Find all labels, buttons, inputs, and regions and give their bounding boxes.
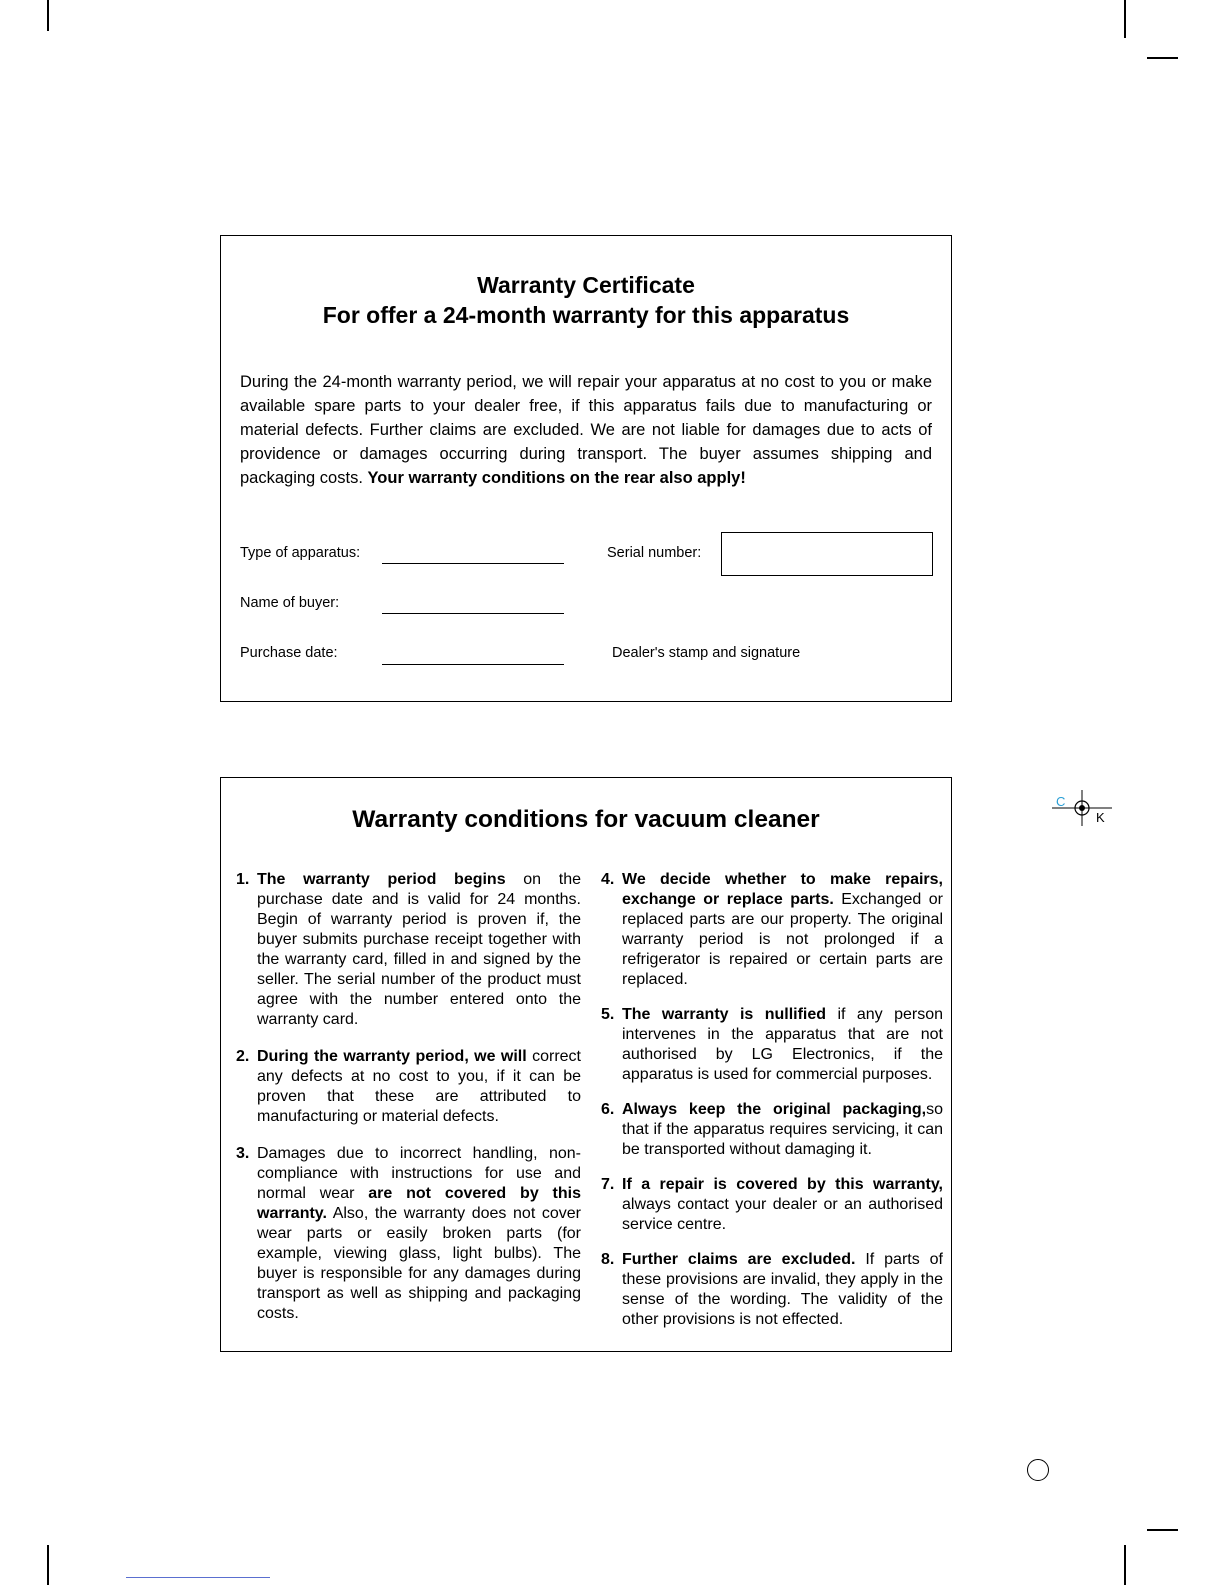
name-of-buyer-field[interactable] [382, 613, 564, 614]
conditions-title: Warranty conditions for vacuum cleaner [352, 806, 820, 833]
condition-text: Also, the warranty does not cover wear parts or easily broken parts (for example, viewing glass, light bulbs). The buyer is responsible for any damages during transport as well as shipping and packaging costs. [257, 1205, 581, 1322]
registration-mark-icon [1050, 788, 1116, 828]
purchase-date-field[interactable] [382, 664, 564, 665]
crop-mark-right-top [1147, 57, 1178, 59]
condition-text: correct any defects at no cost to you, if it can be proven that these are attributed to manufacturing or material defects. [257, 1048, 581, 1125]
condition-text: Exchanged or replaced parts are our property. The original warranty period is not prolonged if a refrigerator is repaired or certain parts are replaced. [622, 891, 943, 988]
type-of-apparatus-field[interactable] [382, 563, 564, 564]
condition-number: 7. [601, 1176, 615, 1193]
conditions-left-column [236, 870, 581, 1324]
condition-number: 3. [236, 1145, 250, 1162]
name-of-buyer-label: Name of buyer: [240, 595, 340, 611]
condition-bold: During the warranty period, we will [257, 1048, 527, 1065]
condition-text: If parts of these provisions are invalid, they apply in the sense of the wording. The validity of the other provisions is not effected. [622, 1251, 944, 1328]
condition-bold: If a repair is covered by this warranty, [622, 1176, 943, 1193]
condition-bold: The warranty is nullified [622, 1006, 827, 1023]
condition-text: if any person intervenes in the apparatus that are not authorised by LG Electronics, if the apparatus is used for commercial purposes. [622, 1006, 943, 1083]
condition-text: always contact your dealer or an authorised service centre. [622, 1196, 943, 1233]
warranty-certificate [220, 235, 952, 702]
bottom-blue-line [126, 1577, 270, 1578]
condition-item-8 [601, 1250, 943, 1330]
conditions-right-column [601, 870, 943, 1330]
certificate-body-bold: Your warranty conditions on the rear also apply! [367, 469, 746, 487]
condition-item-1 [236, 870, 581, 1030]
condition-bold: are not covered by this warranty. [257, 1185, 581, 1222]
crop-mark-bottom-right [1124, 1545, 1126, 1585]
certificate-title-line1: Warranty Certificate [477, 272, 695, 298]
condition-bold: Further claims are excluded. [622, 1251, 856, 1268]
registration-c-label: C [1056, 794, 1066, 809]
condition-number: 5. [601, 1006, 615, 1023]
certificate-title-line2: For offer a 24-month warranty for this apparatus [322, 302, 850, 328]
condition-item-3 [236, 1144, 581, 1324]
crop-mark-bottom-left [47, 1545, 49, 1585]
condition-number: 8. [601, 1251, 615, 1268]
condition-number: 2. [236, 1048, 250, 1065]
crop-mark-top-left [47, 0, 49, 31]
condition-number: 4. [601, 871, 615, 888]
condition-item-2 [236, 1047, 581, 1127]
condition-bold: We decide whether to make repairs, exchange or replace parts. [622, 871, 943, 908]
certificate-body-text: During the 24-month warranty period, we will repair your apparatus at no cost to you or make available spare parts to your dealer free, if this apparatus fails due to manufacturing or material defects. Further claims are excluded. We are not liable for damages due to acts of providence or damages occurring during transport. The buyer assumes shipping and packaging costs. [240, 373, 932, 487]
purchase-date-label: Purchase date: [240, 645, 338, 661]
condition-item-7 [601, 1175, 943, 1235]
condition-pre-text: Damages due to incorrect handling, non-compliance with instructions for use and normal wear [257, 1145, 581, 1202]
certificate-body [240, 370, 932, 490]
page-number-circle [1027, 1459, 1049, 1481]
warranty-conditions [220, 777, 952, 1352]
crop-mark-right-bottom [1147, 1529, 1178, 1531]
serial-number-label: Serial number: [607, 545, 702, 561]
crop-mark-top-right [1124, 0, 1126, 38]
condition-bold: Always keep the original packaging, [622, 1101, 927, 1118]
dealer-stamp-label: Dealer's stamp and signature [612, 645, 801, 661]
condition-item-6 [601, 1100, 943, 1160]
condition-number: 1. [236, 871, 250, 888]
condition-bold: The warranty period begins [257, 871, 506, 888]
condition-item-5 [601, 1005, 943, 1085]
condition-number: 6. [601, 1101, 615, 1118]
certificate-title [221, 270, 951, 330]
type-of-apparatus-label: Type of apparatus: [240, 545, 361, 561]
registration-k-label: K [1096, 810, 1105, 825]
condition-item-4 [601, 870, 943, 990]
condition-text: so that if the apparatus requires servicing, it can be transported without damaging it. [622, 1101, 943, 1158]
condition-text: on the purchase date and is valid for 24 months. Begin of warranty period is proven if, the buyer submits purchase receipt together with the warranty card, filled in and signed by the seller. The serial number of the product must agree with the number entered onto the warranty card. [257, 871, 581, 1028]
serial-number-field[interactable] [721, 532, 933, 576]
